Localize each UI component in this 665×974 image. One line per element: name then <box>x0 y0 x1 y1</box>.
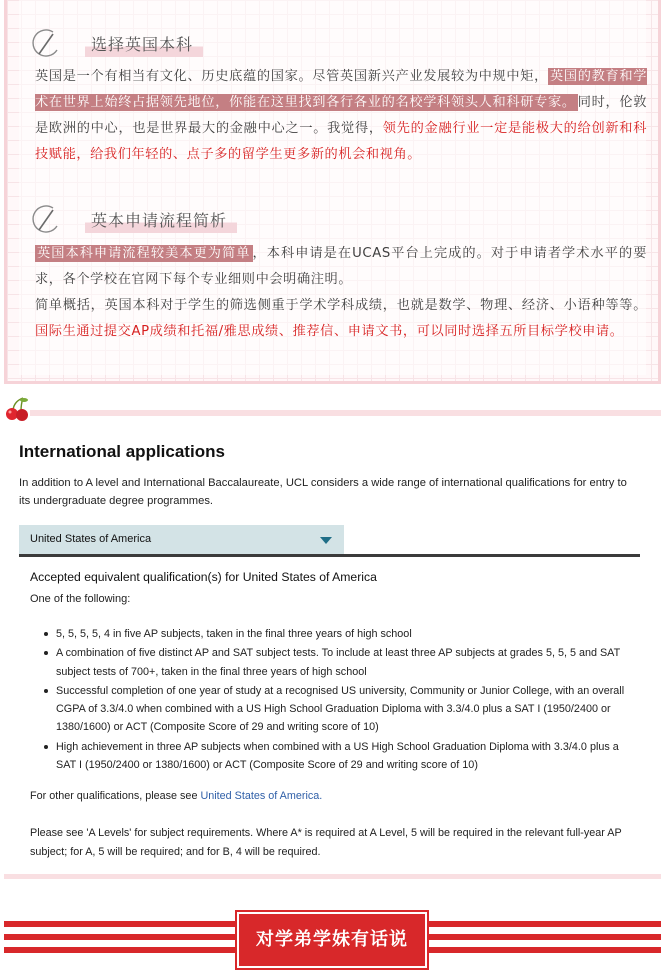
section1-text-a: 英国是一个有相当有文化、历史底蕴的国家。尽管英国新兴产业发展较为中规中矩， <box>35 69 549 84</box>
one-of-label: One of the following: <box>30 593 131 605</box>
dropdown-caret-icon <box>320 537 332 544</box>
intro-text: In addition to A level and International Baccalaureate, UCL considers a wide range of international qualifications for entry to its undergraduate degree programmes. <box>19 477 627 507</box>
list-item: 5, 5, 5, 5, 4 in five AP subjects, taken in the final three years of high school <box>30 625 630 643</box>
section-heading-application <box>31 202 331 242</box>
section1-highlight: 英国的教育和学术在世界上始终占据领先地位，你能在这里找到各行各业的名校学科领头人和科研专家。 <box>35 69 647 110</box>
select-underline <box>19 554 640 557</box>
section2-highlight: 英国本科申请流程较美本更为简单 <box>37 246 251 261</box>
advice-banner: 对学弟学妹有话说 <box>237 912 427 968</box>
divider-strip <box>30 410 661 416</box>
usa-link[interactable]: United States of America. <box>200 790 323 802</box>
country-select[interactable] <box>19 525 344 554</box>
qualification-list <box>30 625 630 774</box>
article-card <box>4 0 661 384</box>
other-qualifications-text: For other qualifications, please see <box>30 790 201 802</box>
cherry-icon <box>4 396 30 422</box>
list-item: A combination of five distinct AP and SAT subject tests. To include at least three AP subjects at grades 5, 5, 5 and SAT subject tests of 700+, taken in the final three years of high school <box>30 644 630 681</box>
section2-paragraph <box>35 241 647 345</box>
list-item: Successful completion of one year of study at a recognised US university, Community or Junior College, with an overall CGPA of 3.3/4.0 when combined with a US High School Graduation Diploma with 3.3/4.0 plus a SAT I (1950/2400 or 1380/1600) or ACT (Composite Score of 29 and writing score of 10) <box>30 682 630 737</box>
divider-strip <box>4 874 661 879</box>
other-qualifications <box>30 790 322 802</box>
country-select-value: United States of America <box>30 533 152 545</box>
pen-circle-icon <box>31 202 61 238</box>
list-item: High achievement in three AP subjects when combined with a US High School Graduation Diploma with 3.3/4.0 plus a SAT I (1950/2400 or 1380/1600) or ACT (Composite Score of 29 and writing score of 10) <box>30 738 630 775</box>
section1-text-b: 同时，伦敦是欧洲的中心，也是世界最大的金融中心之一。我觉得， <box>35 95 647 136</box>
page-heading: International applications <box>19 442 225 461</box>
accepted-qualifications-title: Accepted equivalent qualification(s) for United States of America <box>30 570 377 584</box>
ucl-international-applications <box>0 428 665 868</box>
section2-text-a: ，本科申请是在UCAS平台上完成的。对于申请者学术水平的要求，各个学校在官网下每个专业细则中会明确注明。 <box>35 246 648 287</box>
section1-red-text: 领先的金融行业一定是能极大的给创新和科技赋能，给我们年轻的、点子多的留学生更多新的机会和视角。 <box>35 121 647 162</box>
section2-text-b: 简单概括，英国本科对于学生的筛选侧重于学术学科成绩，也就是数学、物理、经济、小语种等等。 <box>35 298 647 313</box>
pen-circle-icon <box>31 26 61 62</box>
subject-requirements-note: Please see 'A Levels' for subject requirements. Where A* is required at A Level, 5 will be required in the relevant full-year AP subject; for A, 5 will be required; and for B, 4 will be required. <box>30 827 622 858</box>
section2-red-text: 国际生通过提交AP成绩和托福/雅思成绩、推荐信、申请文书，可以同时选择五所目标学校申请。 <box>35 324 624 339</box>
section1-paragraph <box>35 64 647 168</box>
section-heading-uk-undergrad <box>31 26 331 66</box>
section-title: 英本申请流程简析 <box>85 208 237 233</box>
section-title: 选择英国本科 <box>85 32 203 57</box>
